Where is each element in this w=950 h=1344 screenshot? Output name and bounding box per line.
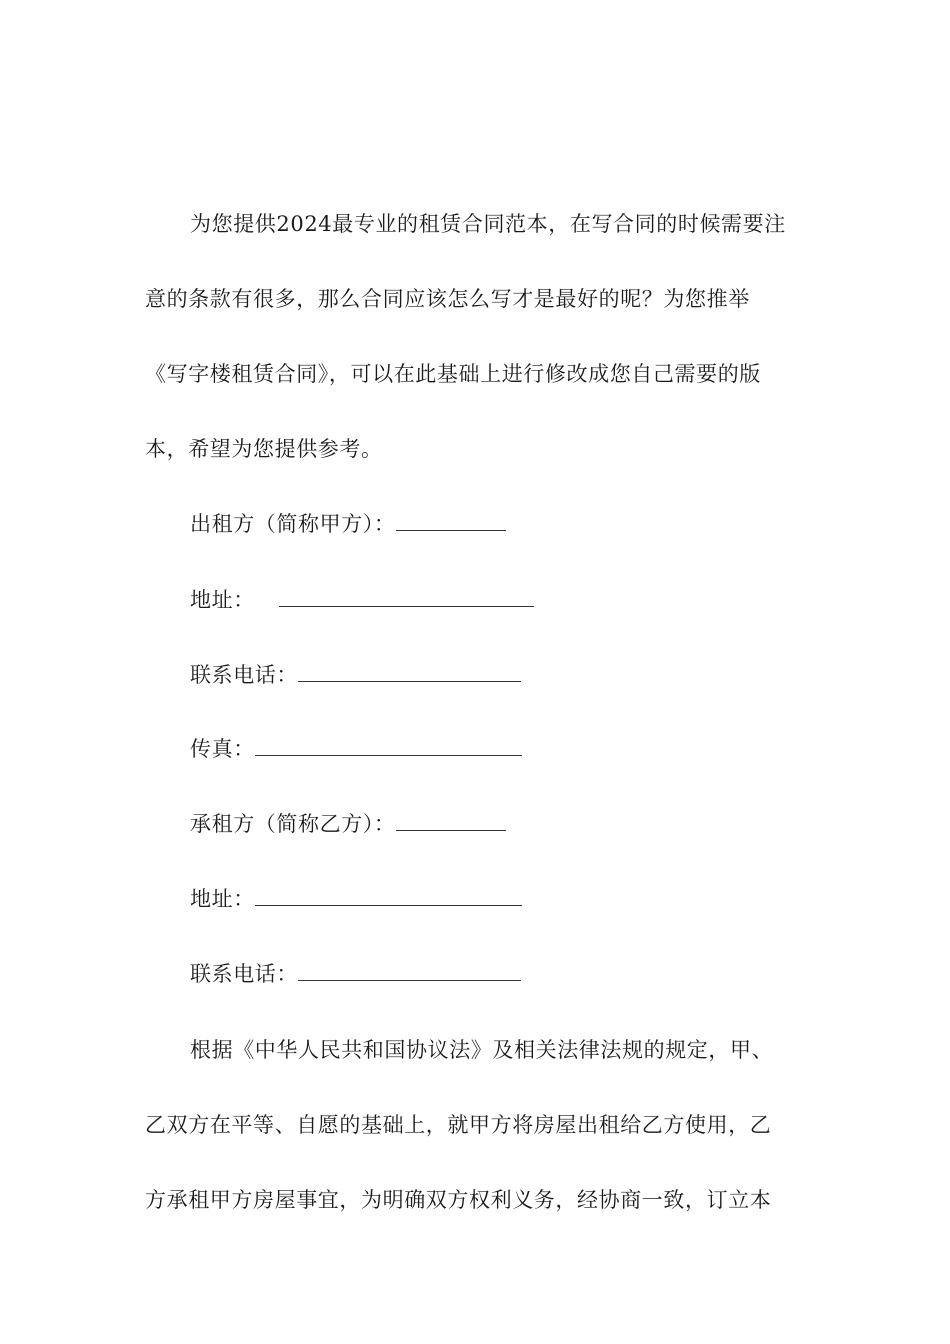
intro-line-2: 意的条款有很多，那么合同应该怎么写才是最好的呢？为您推举 — [145, 287, 750, 311]
lessor-address-blank[interactable] — [279, 588, 534, 607]
lessor-fax-label: 传真： — [190, 737, 255, 761]
lessor-blank[interactable] — [396, 512, 506, 531]
lessee-phone-label: 联系电话： — [190, 962, 298, 986]
lessee-address-blank[interactable] — [255, 887, 522, 906]
lessor-phone-field — [190, 663, 521, 687]
body-line-3: 方承租甲方房屋事宜，为明确双方权利义务，经协商一致，订立本 — [145, 1188, 772, 1212]
intro-line-3: 《写字楼租赁合同》，可以在此基础上进行修改成您自己需要的版 — [145, 362, 761, 386]
lessee-blank[interactable] — [396, 812, 506, 831]
lessee-phone-field — [190, 962, 521, 986]
lessor-fax-field — [190, 737, 522, 761]
lessor-label: 出租方（简称甲方）： — [190, 512, 396, 536]
lessee-address-field — [190, 887, 522, 911]
intro-line-4: 本，希望为您提供参考。 — [145, 437, 383, 461]
lessee-phone-blank[interactable] — [298, 962, 521, 981]
lessee-field — [190, 812, 506, 836]
lessor-phone-blank[interactable] — [298, 663, 521, 682]
lessor-address-field — [190, 588, 534, 612]
lessor-phone-label: 联系电话： — [190, 663, 298, 687]
lessee-address-label: 地址： — [190, 887, 255, 911]
intro-line-1: 为您提供2024最专业的租赁合同范本，在写合同的时候需要注 — [190, 212, 786, 236]
lessor-fax-blank[interactable] — [255, 737, 522, 756]
body-line-1: 根据《中华人民共和国协议法》及相关法律法规的规定，甲、 — [190, 1038, 774, 1062]
lessor-field — [190, 512, 506, 536]
lessee-label: 承租方（简称乙方）： — [190, 812, 396, 836]
lessor-address-label: 地址： — [190, 588, 255, 612]
body-line-2: 乙双方在平等、自愿的基础上，就甲方将房屋出租给乙方使用，乙 — [145, 1113, 772, 1137]
